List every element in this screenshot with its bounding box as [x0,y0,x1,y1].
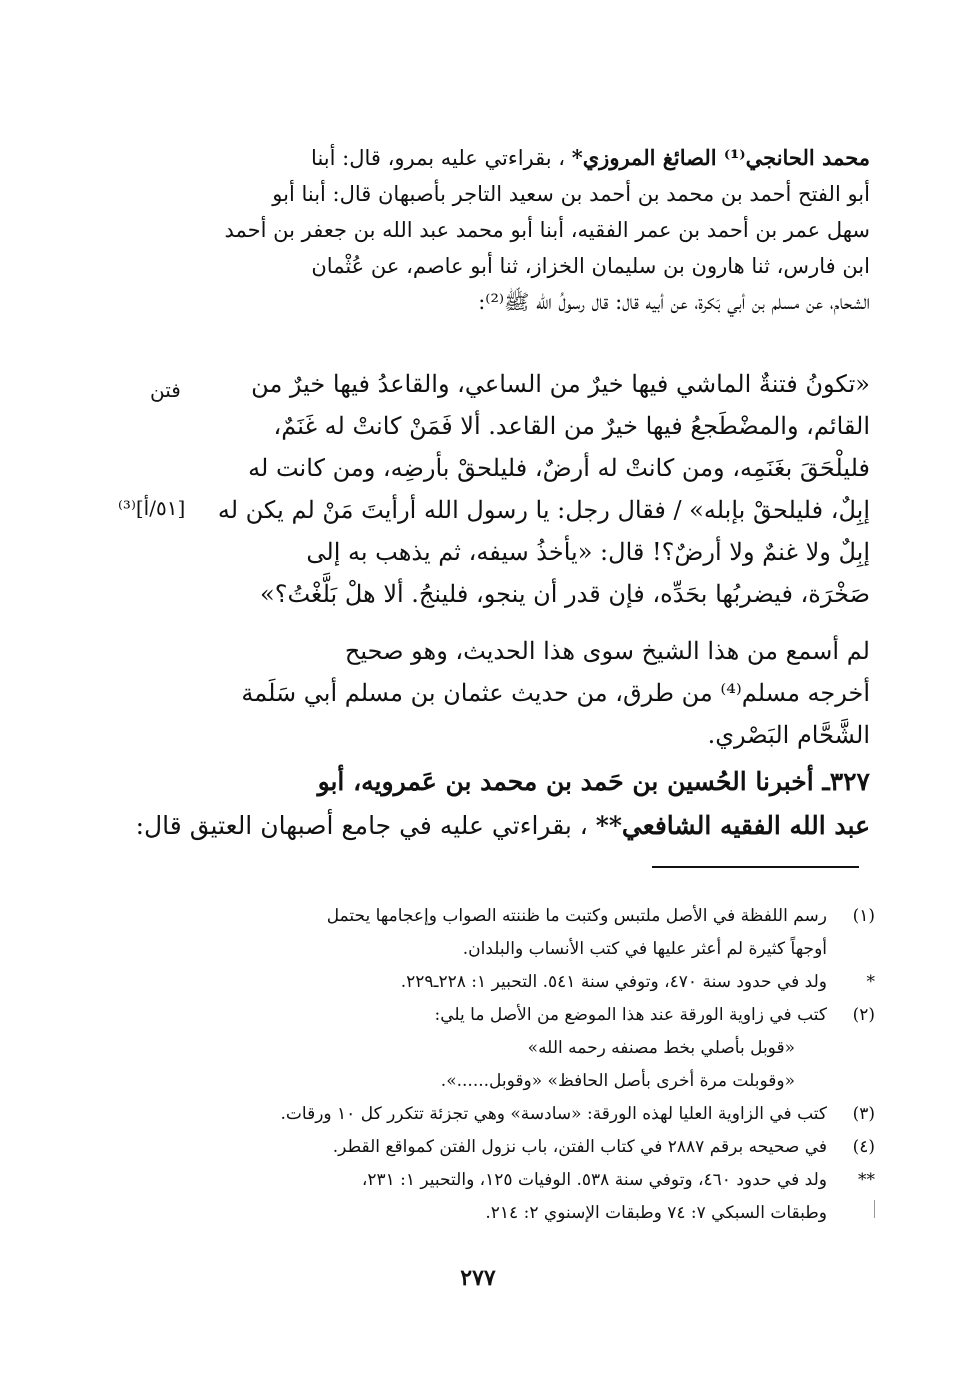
isnad-paragraph [224,140,870,320]
footnote-marker: (١) [852,906,875,926]
footnote-2-quote: «قوبل بأصلي بخط مصنفه رحمه الله» [527,1038,795,1058]
isnad-line: سهل عمر بن أحمد بن عمر الفقيه، أبنا أبو محمد عبد الله بن جعفر بن أحمد [224,218,870,242]
footnote-double-star [245,1164,875,1197]
footnote-2 [245,999,875,1032]
narrator-name: عبد الله الفقيه الشافعي** [595,811,870,840]
isnad-line: أبو الفتح أحمد بن محمد بن أحمد بن سعيد التاجر بأصبهان قال: أبنا أبو [272,182,870,206]
entry-line [135,804,870,848]
comment-line: الشَّحَّام البَصْري. [707,721,870,749]
margin-mark [874,1200,875,1218]
footnote-marker: (٣) [852,1104,875,1124]
isnad-line: ابن فارس، ثنا هارون بن سليمان الخزاز، ثنا أبو عاصم، عن عُثْمان [311,254,870,278]
entry-text: ، بقراءتي عليه في جامع أصبهان العتيق قال: [135,811,588,840]
footnote-text: رسم اللفظة في الأصل ملتبس وكتبت ما ظننته الصواب وإعجامها يحتمل [326,906,827,926]
footnote-text: ولد في حدود ٤٦٠، وتوفي سنة ٥٣٨. الوفيات ١٢٥، والتحبير ١: ٢٣١، [361,1170,827,1190]
hadith-text [217,363,870,615]
isnad-line [245,140,870,176]
hadith-line: «تكونُ فتنةٌ الماشي فيها خيرٌ من الساعي، والقاعدُ فيها خيرٌ من [251,370,870,398]
footnote-marker: ** [858,1170,875,1190]
entry-327 [135,760,870,848]
footnote-marker: * [866,972,875,992]
footnote-text: ولد في حدود سنة ٤٧٠، وتوفي سنة ٥٤١. التحبير ١: ٢٢٨ـ٢٢٩. [400,972,827,992]
footnotes [245,900,875,1230]
footnote-star [245,966,875,999]
entry-heading: ٣٢٧ـ أخبرنا الحُسين بن حَمد بن محمد بن عَمرويه، أبو [317,767,870,796]
hadith-line: فليلْحَقَ بغَنَمِه، ومن كانتْ له أرضٌ، فليلحقْ بأرضِه، ومن كانت له [248,454,870,482]
footnote-text: كتب في زاوية الورقة عند هذا الموضع من الأصل ما يلي: [434,1005,827,1025]
footnote-2-quote: «وقوبلت مرة أخرى بأصل الحافظ» «وقوبل......». [440,1071,795,1091]
footnote-marker: (٢) [852,1005,875,1025]
isnad-line: الشحام، عن مسلم بن أبي بَكرة، عن أبيه قال: قال رسولُ الله ﷺ⁽²⁾: [478,290,870,314]
footnote-3 [245,1098,875,1131]
footnote-1 [245,900,875,933]
footnote-1-continued: أوجهاً كثيرة لم أعثر عليها في كتب الأنساب والبلدان. [462,939,827,959]
isnad-text: ، بقراءتي عليه بمرو، قال: أبنا [311,146,566,170]
comment-line: لم أسمع من هذا الشيخ سوى هذا الحديث، وهو صحيح [344,637,870,665]
footnote-separator [652,866,859,868]
hadith-line: إبِلٌ ولا غنمٌ ولا أرضٌ؟! قال: «يأخذُ سيفه، ثم يذهب به إلى [306,538,870,566]
footnote-text: كتب في الزاوية العليا لهذه الورقة: «سادسة» وهي تجزئة تتكرر كل ١٠ ورقات. [280,1104,827,1124]
footnote-double-star-continued: وطبقات السبكي ٧: ٧٤ وطبقات الإسنوي ٢: ٢١٤. [485,1203,827,1223]
footnote-marker: (٤) [852,1137,875,1157]
footnote-text: في صحيحه برقم ٢٨٨٧ في كتاب الفتن، باب نزول الفتن كمواقع القطر. [332,1137,827,1157]
page-number: ٢٧٧ [460,1265,496,1291]
margin-note-fitan: فتن [150,378,181,402]
hadith-line: إبِلٌ، فليلحقْ بإبله» / فقال رجل: يا رسول الله أرأيتَ مَنْ لم يكن له [217,496,870,524]
author-comment [241,630,870,756]
hadith-line: صَخْرَة، فيضربُها بحَدِّه، فإن قدر أن ينجو، فلينجُ. ألا هلْ بَلَّغْتُ؟» [260,580,870,608]
narrator-name: محمد الحانجي⁽¹⁾ الصائغ المروزي* [571,145,870,170]
comment-line: أخرجه مسلم⁽⁴⁾ من طرق، من حديث عثمان بن مسلم أبي سَلَمة [241,679,870,707]
hadith-line: القائم، والمضْطَجعُ فيها خيرٌ من القاعد. ألا فَمَنْ كانتْ له غَنَمٌ، [273,412,870,440]
margin-note-folio: [٥١/أ]⁽³⁾ [118,496,186,520]
footnote-4 [245,1131,875,1164]
